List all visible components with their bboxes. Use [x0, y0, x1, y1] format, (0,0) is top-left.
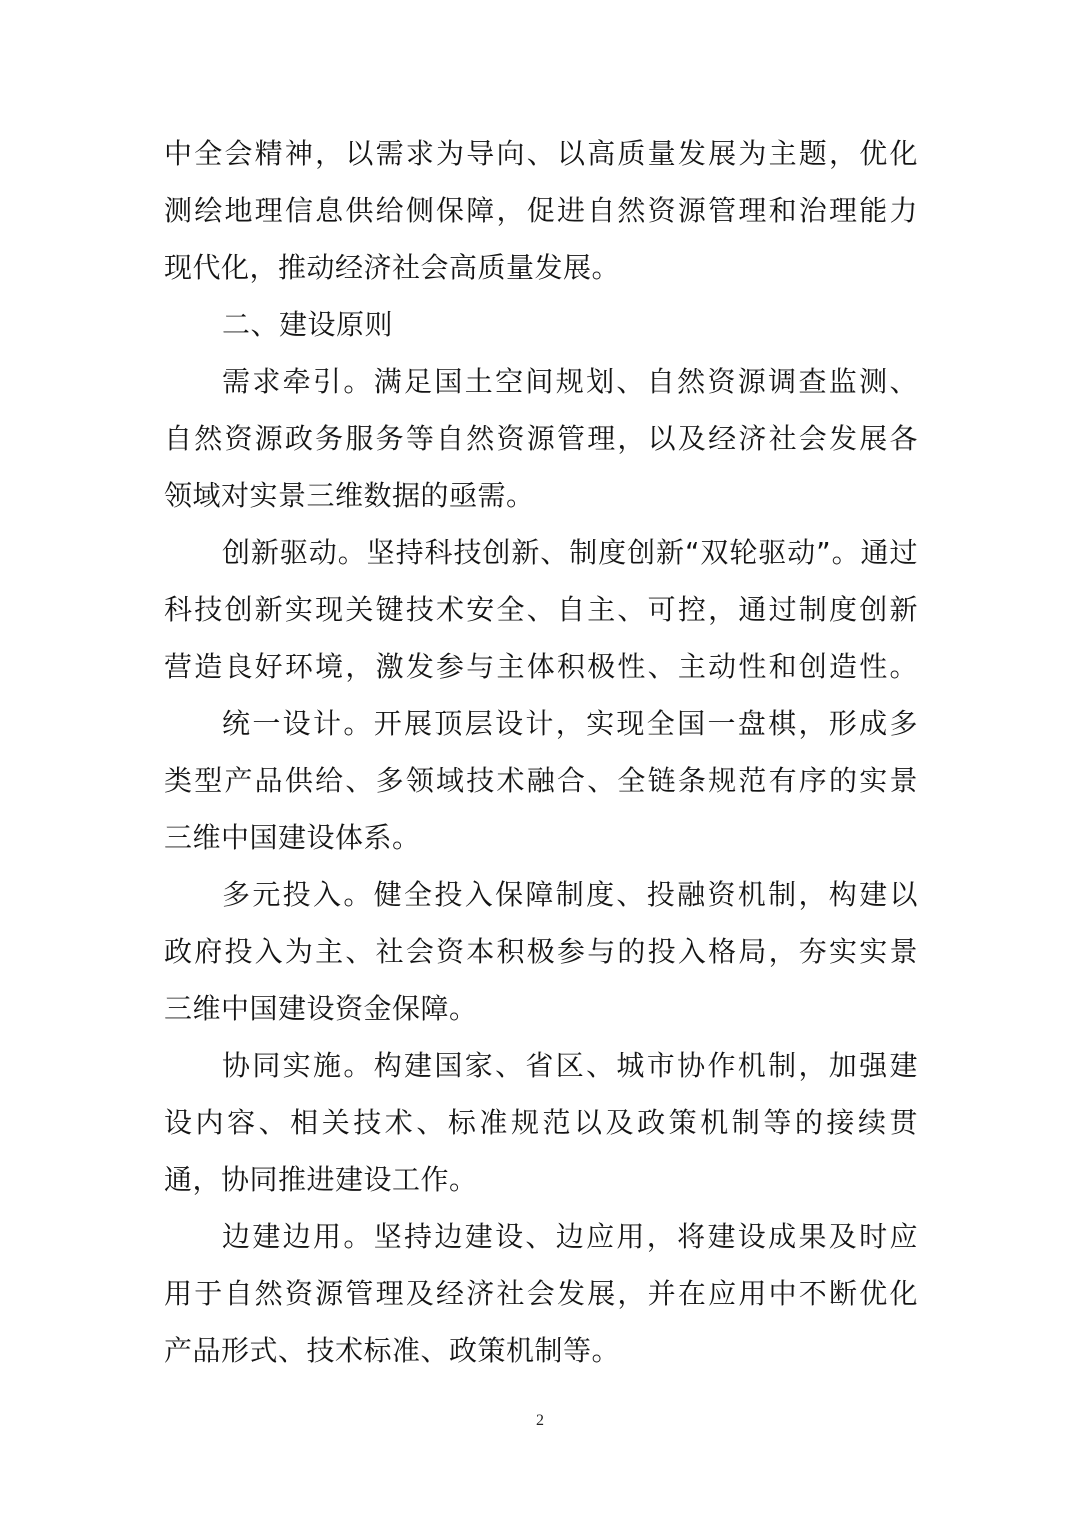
text-line-8: 创新驱动。坚持科技创新、制度创新“双轮驱动”。通过: [222, 536, 918, 569]
text-line-1: 中全会精神，以需求为导向、以高质量发展为主题，优化: [164, 137, 918, 170]
text-line-20: 边建边用。坚持边建设、边应用，将建设成果及时应: [222, 1220, 918, 1253]
text-line-7: 领域对实景三维数据的亟需。: [164, 479, 535, 512]
text-line-16: 三维中国建设资金保障。: [164, 992, 478, 1025]
text-line-19: 通，协同推进建设工作。: [164, 1163, 478, 1196]
text-line-22: 产品形式、技术标准、政策机制等。: [164, 1334, 621, 1367]
text-line-12: 类型产品供给、多领域技术融合、全链条规范有序的实景: [164, 764, 918, 797]
text-line-15: 政府投入为主、社会资本积极参与的投入格局，夯实实景: [164, 935, 918, 968]
text-line-14: 多元投入。健全投入保障制度、投融资机制，构建以: [222, 878, 918, 911]
text-line-6: 自然资源政务服务等自然资源管理，以及经济社会发展各: [164, 422, 918, 455]
text-line-11: 统一设计。开展顶层设计，实现全国一盘棋，形成多: [222, 707, 918, 740]
text-line-10: 营造良好环境，激发参与主体积极性、主动性和创造性。: [164, 650, 918, 683]
text-line-18: 设内容、相关技术、标准规范以及政策机制等的接续贯: [164, 1106, 918, 1139]
text-line-5: 需求牵引。满足国土空间规划、自然资源调查监测、: [222, 365, 918, 398]
text-line-13: 三维中国建设体系。: [164, 821, 421, 854]
section-heading: 二、建设原则: [222, 308, 394, 341]
text-line-3: 现代化，推动经济社会高质量发展。: [164, 251, 621, 284]
text-line-17: 协同实施。构建国家、省区、城市协作机制，加强建: [222, 1049, 918, 1082]
text-line-21: 用于自然资源管理及经济社会发展，并在应用中不断优化: [164, 1277, 918, 1310]
page-number: 2: [536, 1412, 544, 1429]
text-line-9: 科技创新实现关键技术安全、自主、可控，通过制度创新: [164, 593, 918, 626]
text-line-2: 测绘地理信息供给侧保障，促进自然资源管理和治理能力: [164, 194, 918, 227]
